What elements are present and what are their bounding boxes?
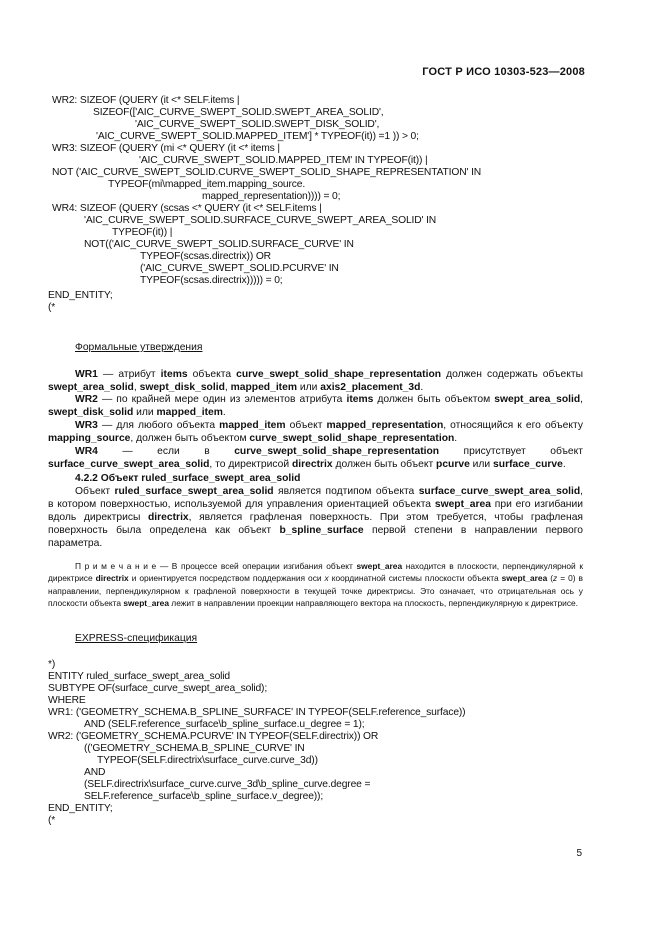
code-line: SUBTYPE OF(surface_curve_swept_area_solid); [48,683,268,694]
code-line: ('AIC_CURVE_SWEPT_SOLID.PCURVE' IN [140,263,339,274]
code-line: 'AIC_CURVE_SWEPT_SOLID.MAPPED_ITEM'] * TYPEOF(it)) =1 )) > 0; [96,131,419,142]
code-line: 'AIC_CURVE_SWEPT_SOLID.SURFACE_CURVE_SWEPT_AREA_SOLID' IN [84,215,437,226]
code-line: WR3: SIZEOF (QUERY (mi <* QUERY (it <* items | [52,143,280,154]
code-line: WR1: ('GEOMETRY_SCHEMA.B_SPLINE_SURFACE' IN TYPEOF(SELF.reference_surface)) [48,707,466,718]
code-line: WR4: SIZEOF (QUERY (scsas <* QUERY (it <* SELF.items | [52,203,322,214]
code-line: WHERE [48,695,86,706]
body-paragraph: Объект ruled_surface_swept_area_solid является подтипом объекта surface_curve_swept_area_solid, в котором поверхностью, используемой для управления ориентацией объекта swept_area при его изгибании вдоль директрисы directrix, является графленая поверхность. При этом требуется, чтобы графленая поверхность была определена как объект b_spline_surface первой степени в направлении первого параметра. [48,486,584,549]
code-line: *) [48,659,56,670]
code-line: AND [84,767,106,778]
code-line: (('GEOMETRY_SCHEMA.B_SPLINE_CURVE' IN [84,743,305,754]
code-line: NOT(('AIC_CURVE_SWEPT_SOLID.SURFACE_CURVE' IN [84,239,354,250]
code-line: SIZEOF(['AIC_CURVE_SWEPT_SOLID.SWEPT_AREA_SOLID', [93,107,384,118]
code-line: TYPEOF(it)) | [112,227,173,238]
code-line: TYPEOF(mi\mapped_item.mapping_source. [108,179,306,190]
note-paragraph: П р и м е ч а н и е — В процессе всей операции изгибания объект swept_area находится в плоскости, перпендикулярной к директрисе directrix и ориентируется посредством поддержания оси x координатной системы плоскости объекта swept_area (z = 0) в направлении, перпендикулярном к графленой поверхности в текущей точке директрисы. Это означает, что отрицательная ось у плоскости объекта swept_area лежит в направлении проекции направляющего вектора на плоскость, перпендикулярную к директрисе. [48,561,583,608]
code-line: AND (SELF.reference_surface\b_spline_surface.u_degree = 1); [84,719,365,730]
code-line: TYPEOF(SELF.directrix\surface_curve.curve_3d)) [97,755,318,766]
section-heading: 4.2.2 Объект ruled_surface_swept_area_solid [75,473,301,484]
formal-statements-title: Формальные утверждения [75,342,203,353]
wr4-paragraph: WR4 — если в curve_swept_solid_shape_representation присутствует объект surface_curve_swept_area_solid, то директрисой directrix должен быть объект pcurve или surface_curve. [48,446,583,470]
code-line: WR2: ('GEOMETRY_SCHEMA.PCURVE' IN TYPEOF(SELF.directrix)) OR [48,731,379,742]
code-line: mapped_representation)))) = 0; [202,191,341,202]
wr3-paragraph: WR3 — для любого объекта mapped_item объект mapped_representation, относящийся к его объекту mapping_source, должен быть объектом curve_swept_solid_shape_representation. [48,420,583,444]
code-line: (* [48,815,56,826]
wr2-paragraph: WR2 — по крайней мере один из элементов атрибута items должен быть объектом swept_area_solid, swept_disk_solid или mapped_item. [48,394,583,418]
code-line: ENTITY ruled_surface_swept_area_solid [48,671,230,682]
code-line: TYPEOF(scsas.directrix))))) = 0; [140,275,283,286]
code-line: END_ENTITY; [48,803,113,814]
code-line: SELF.reference_surface\b_spline_surface.v_degree)); [84,791,324,802]
code-line: 'AIC_CURVE_SWEPT_SOLID.MAPPED_ITEM' IN TYPEOF(it)) | [139,155,428,166]
code-line: 'AIC_CURVE_SWEPT_SOLID.SWEPT_DISK_SOLID', [135,119,380,130]
code-line: WR2: SIZEOF (QUERY (it <* SELF.items | [52,95,240,106]
document-header: ГОСТ Р ИСО 10303-523—2008 [422,66,585,78]
wr1-paragraph: WR1 — атрибут items объекта curve_swept_solid_shape_representation должен содержать объекты swept_area_solid, swept_disk_solid, mapped_item или axis2_placement_3d. [48,369,583,393]
code-line: (* [48,302,56,313]
code-line: (SELF.directrix\surface_curve.curve_3d\b_spline_curve.degree = [84,779,371,790]
code-line: NOT ('AIC_CURVE_SWEPT_SOLID.CURVE_SWEPT_SOLID_SHAPE_REPRESENTATION' IN [52,167,482,178]
express-spec-title: EXPRESS-спецификация [75,633,198,644]
code-line: END_ENTITY; [48,290,113,301]
page-number: 5 [576,848,582,859]
code-line: TYPEOF(scsas.directrix)) OR [140,251,271,262]
